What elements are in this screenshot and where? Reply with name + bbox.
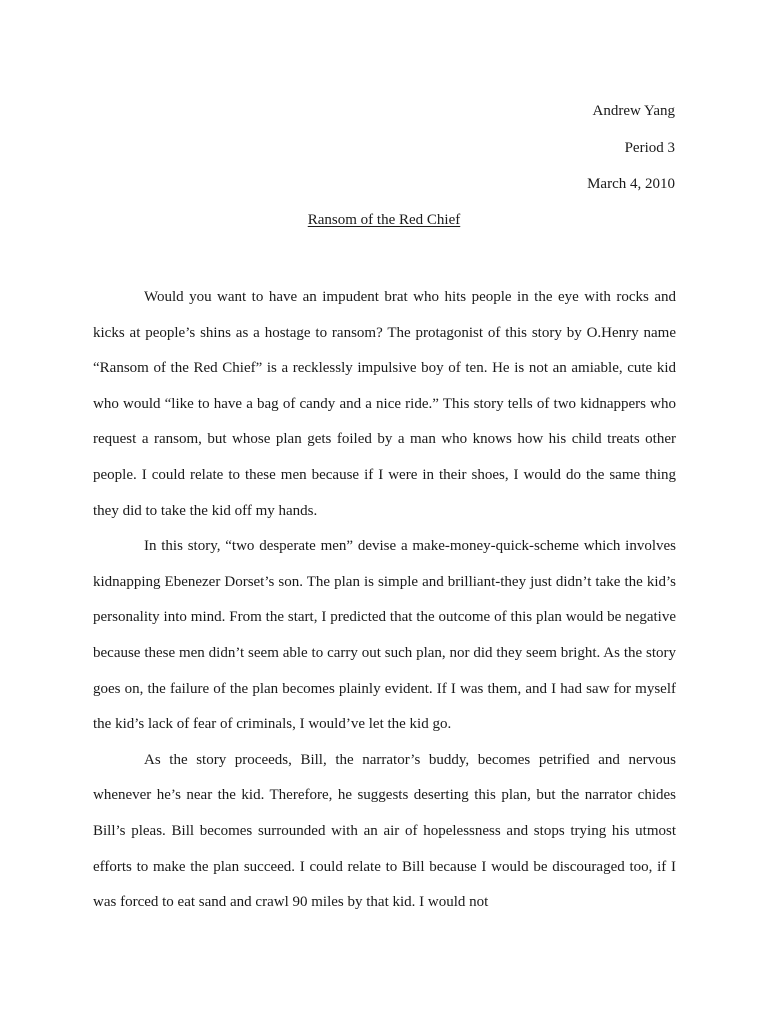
paragraph: In this story, “two desperate men” devise a make-money-quick-scheme which involves kidnapping Ebenezer Dorset’s son. The plan is simple and brilliant-they just didn’t take the kid’s personality into mind. From the start, I predicted that the outcome of this plan would be negative because these men didn’t seem able to carry out such plan, nor did they seem bright. As the story goes on, the failure of the plan becomes plainly evident. If I was them, and I had saw for myself the kid’s lack of fear of criminals, I would’ve let the kid go. bbox=[93, 538, 676, 733]
class-period: Period 3 bbox=[624, 140, 675, 156]
author-name: Andrew Yang bbox=[592, 103, 675, 119]
essay-body bbox=[93, 280, 676, 921]
essay-title: Ransom of the Red Chief bbox=[307, 212, 461, 228]
paragraph: As the story proceeds, Bill, the narrator’s buddy, becomes petrified and nervous whenever he’s near the kid. Therefore, he suggests deserting this plan, but the narrator chides Bill’s pleas. Bill becomes surrounded with an air of hopelessness and stops trying his utmost efforts to make the plan succeed. I could relate to Bill because I would be discouraged too, if I was forced to eat sand and crawl 90 miles by that kid. I would not bbox=[93, 751, 676, 911]
document-date: March 4, 2010 bbox=[587, 176, 675, 192]
paragraph: Would you want to have an impudent brat who hits people in the eye with rocks and kicks at people’s shins as a hostage to ransom? The protagonist of this story by O.Henry name “Ransom of the Red Chief” is a recklessly impulsive boy of ten. He is not an amiable, cute kid who would “like to have a bag of candy and a nice ride.” This story tells of two kidnappers who request a ransom, but whose plan gets foiled by a man who knows how his child treats other people. I could relate to these men because if I were in their shoes, I would do the same thing they did to take the kid off my hands. bbox=[93, 289, 676, 519]
